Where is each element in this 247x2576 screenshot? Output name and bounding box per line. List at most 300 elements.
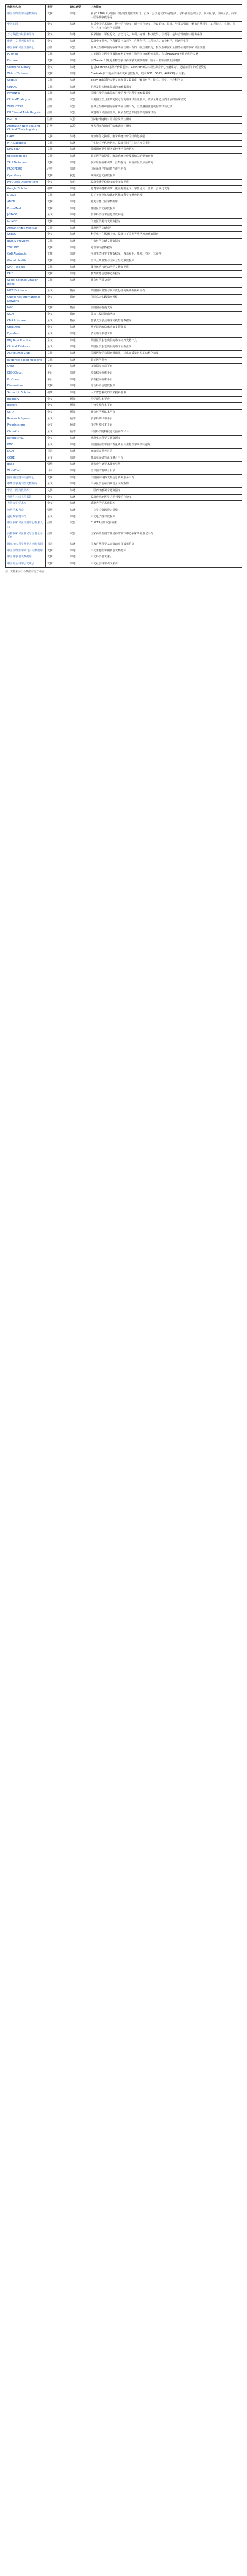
cell-description: 非洲医学文献索引 [89, 225, 242, 232]
cell-description: 补充与替代医学数据库 [89, 199, 242, 206]
cell-type: 全文 [46, 416, 68, 422]
cell-research-type: 综述 [68, 277, 89, 287]
cell-description: 苏格兰校际指南网络 [89, 311, 242, 318]
cell-description: 英国医学杂志出版的临床决策支持工具 [89, 337, 242, 344]
cell-research-type: 综述 [68, 78, 89, 84]
cell-description: 中华医学会系列期刊全文数据库 [89, 481, 242, 488]
cell-research-type: 综述 [68, 548, 89, 554]
cell-type: 文摘 [46, 84, 68, 91]
cell-name: SciELO [6, 232, 46, 239]
cell-name: DOAJ [6, 449, 46, 455]
cell-description: 综合科研信息数据库 [89, 383, 242, 390]
table-row [6, 455, 242, 462]
cell-description: 美国国立指南文库 [89, 305, 242, 312]
cell-type: 目录 [46, 468, 68, 475]
cell-name: TOXLINE [6, 245, 46, 251]
cell-description: 毒理学文献数据库 [89, 245, 242, 251]
cell-type: 文摘 [46, 271, 68, 278]
table-row [6, 357, 242, 364]
cell-research-type: 综述 [68, 147, 89, 154]
table-row [6, 331, 242, 337]
cell-type: 文摘 [46, 218, 68, 225]
table-row [6, 245, 242, 251]
cell-type: 平台 [46, 370, 68, 377]
cell-name: 中国社会科学引文索引 [6, 561, 46, 568]
cell-description: 开放获取期刊目录 [89, 449, 242, 455]
cell-description: 美国心理学会出版的心理学及行为科学文献数据库 [89, 91, 242, 97]
cell-type: 全文 [46, 429, 68, 436]
cell-type: 文摘 [46, 154, 68, 160]
cell-research-type: 综述 [68, 344, 89, 351]
cell-description: 由Elsevier出版的生物医学与药理学文摘数据库，收录大量欧洲及亚洲期刊 [89, 58, 242, 65]
cell-name: Epistemonikos [6, 154, 46, 160]
table-row [6, 45, 242, 52]
cell-type: 注册 [46, 520, 68, 531]
table-row [6, 173, 242, 180]
cell-name: CORE [6, 455, 46, 462]
cell-research-type: 综述 [68, 166, 89, 173]
cell-type: 文摘 [46, 140, 68, 147]
cell-description: 欧洲灰色文献数据库 [89, 173, 242, 180]
cell-research-type: 综述 [68, 389, 89, 396]
header-cell-type: 类型 [46, 5, 68, 11]
cell-type: 文摘 [46, 357, 68, 364]
cell-description: 循证医学数据库，收录系统评价及其纳入的原始研究 [89, 154, 242, 160]
cell-name: 中国生物医学文献数据库 [6, 11, 46, 21]
cell-name: PMC [6, 442, 46, 449]
table-row [6, 78, 242, 84]
cell-research-type: 试验 [68, 110, 89, 117]
cell-name: Dimensions [6, 383, 46, 390]
cell-name: Social Science Citation Index [6, 277, 46, 287]
table-row [6, 110, 242, 117]
cell-type: 平台 [46, 377, 68, 383]
cell-description: 临床证据检索引擎，汇集指南、系统评价及原始研究 [89, 160, 242, 166]
cell-type: 引擎 [46, 186, 68, 193]
cell-description: 美国医师学会期刊俱乐部，提供高质量研究的结构化摘要 [89, 350, 242, 357]
cell-research-type: 预印 [68, 410, 89, 416]
cell-name: 中国临床试验注册中心 [6, 45, 46, 52]
cell-research-type: 综述 [68, 186, 89, 193]
cell-research-type: 综述 [68, 199, 89, 206]
cell-name: DARE [6, 134, 46, 141]
table-row [6, 258, 242, 264]
cell-research-type: 灰色 [68, 179, 89, 186]
table-row [6, 311, 242, 318]
cell-description: 由美国国立卫生研究院运营的临床试验注册库，收录全球范围内开展的临床研究 [89, 97, 242, 104]
cell-name: ERIC [6, 271, 46, 278]
cell-name: 国家科技图书文献中心 [6, 474, 46, 481]
cell-type: 文摘 [46, 91, 68, 97]
cell-research-type: 综述 [68, 232, 89, 239]
cell-description: 全球图书馆联合目录 [89, 468, 242, 475]
cell-name: 中华医学期刊全文数据库 [6, 481, 46, 488]
table-row [6, 561, 242, 568]
cell-description: 收录中文期刊，学科覆盖社会科学、自然科学、工程技术、农业科学、医药卫生等 [89, 39, 242, 45]
table-row [6, 140, 242, 147]
cell-name: 香港大学学术库 [6, 501, 46, 507]
table-row [6, 179, 242, 186]
table-row [6, 212, 242, 219]
cell-research-type: 综述 [68, 331, 89, 337]
table-row [6, 238, 242, 245]
cell-description: 收录期刊、学位论文、会议论文、专利、标准、科技成果、法规等，是综合性的知识服务系统 [89, 32, 242, 39]
cell-name: Web of Science [6, 71, 46, 78]
header-cell-description: 内容简介 [89, 5, 242, 11]
cell-research-type: 指南 [68, 318, 89, 325]
table-row [6, 166, 242, 173]
cell-description: 多学科预印本平台 [89, 416, 242, 422]
table-row [6, 160, 242, 166]
cell-type: 文摘 [46, 264, 68, 271]
cell-type: 全文 [46, 32, 68, 39]
cell-research-type: 综述 [68, 225, 89, 232]
cell-description: 疗效评价文摘库，收录系统评价的结构化摘要 [89, 134, 242, 141]
table-row [6, 531, 242, 541]
cell-description: Clarivate旗下的多学科引文索引数据库，收录SCIE、SSCI、A&HCI等引文索引 [89, 71, 242, 78]
cell-description: 教育资源信息中心数据库 [89, 271, 242, 278]
cell-description: 国际系统评价前瞻性注册平台 [89, 166, 242, 173]
cell-type: 文摘 [46, 245, 68, 251]
cell-description: 包括中国学术期刊、博士学位论文、硕士学位论文、会议论文、报纸、年鉴等资源，覆盖自然科学、工程技术、农业、医学、人文社会科学等领域 [89, 22, 242, 32]
cell-description: 全球公共卫生与国际卫生文献数据库 [89, 258, 242, 264]
cell-research-type: 综述 [68, 258, 89, 264]
cell-type: 注册 [46, 45, 68, 52]
cell-research-type: 综述 [68, 271, 89, 278]
table-row [6, 383, 242, 390]
cell-research-type: 综述 [68, 160, 89, 166]
cell-description: 澳大利亚和新西兰临床试验注册库 [89, 123, 242, 133]
cell-research-type: 综述 [68, 140, 89, 147]
cell-name: Preprints.org [6, 422, 46, 429]
cell-research-type: 综述 [68, 39, 89, 45]
cell-description: 欧洲生命科学文献资源库 [89, 435, 242, 442]
cell-description: 中国科学院科技论文预发布平台 [89, 429, 242, 436]
table-row [6, 39, 242, 45]
cell-research-type: 综述 [68, 501, 89, 507]
table-footnote: 注：资料来源于各数据库官方网站 [5, 570, 44, 573]
cell-type: 全文 [46, 435, 68, 442]
cell-description: 生命科学文献文摘数据库 [89, 238, 242, 245]
table-row [6, 84, 242, 91]
cell-type: 文摘 [46, 193, 68, 199]
cell-research-type: 综述 [68, 370, 89, 377]
cell-name: Google Scholar [6, 186, 46, 193]
cell-type: 引擎 [46, 462, 68, 468]
cell-name: ChinaXiv [6, 429, 46, 436]
cell-description: 中文学术资源搜索引擎 [89, 507, 242, 514]
cell-name: Embase [6, 58, 46, 65]
table-row [6, 468, 242, 475]
cell-description: 科学电子在线图书馆，收录拉丁美洲等地区开放获取期刊 [89, 232, 242, 239]
cell-research-type: 综述 [68, 514, 89, 520]
cell-type: 文摘 [46, 548, 68, 554]
cell-research-type: 综述 [68, 251, 89, 258]
cell-research-type: 综述 [68, 468, 89, 475]
cell-type: 全文 [46, 403, 68, 410]
table-row [6, 488, 242, 495]
cell-description: 体育运动与运动医学文献数据库 [89, 264, 242, 271]
cell-research-type: 综述 [68, 71, 89, 78]
cell-type: 全文 [46, 232, 68, 239]
cell-type: 引擎 [46, 507, 68, 514]
table-row [6, 104, 242, 110]
cell-name: PsycINFO [6, 91, 46, 97]
table-row [6, 294, 242, 304]
table-row [6, 344, 242, 351]
cell-description: 卫生技术评估数据库，收录国际卫生技术评估报告 [89, 140, 242, 147]
table-row [6, 123, 242, 133]
cell-description: 医学预印本平台 [89, 396, 242, 403]
cell-name: OVID [6, 364, 46, 370]
table-row [6, 154, 242, 160]
cell-description: 多数据库检索平台 [89, 370, 242, 377]
table-row [6, 271, 242, 278]
cell-description: 多数据库检索平台 [89, 364, 242, 370]
cell-type: 文摘 [46, 160, 68, 166]
cell-research-type: 综述 [68, 449, 89, 455]
cell-description: 社会科学预印本平台 [89, 410, 242, 416]
cell-type: 目录 [46, 541, 68, 548]
table-row [6, 318, 242, 325]
cell-type: 全文 [46, 212, 68, 219]
cell-description: 应用生命科学文摘数据库，覆盖农业、环境、兽医、营养等 [89, 251, 242, 258]
cell-research-type: 综述 [68, 364, 89, 370]
cell-type: 文摘 [46, 225, 68, 232]
cell-name: NICE Evidence [6, 288, 46, 295]
table-row [6, 325, 242, 331]
cell-name: Guidelines International Network [6, 294, 46, 304]
table-row [6, 117, 242, 124]
cell-research-type: 综述 [68, 488, 89, 495]
cell-research-type: 灰色 [68, 173, 89, 180]
table-header [6, 5, 242, 11]
cell-type: 全文 [46, 311, 68, 318]
cell-description: 英国医学杂志出版的临床证据汇编 [89, 344, 242, 351]
cell-name: EU Clinical Trials Register [6, 110, 46, 117]
cell-description: 收录1978年以来国内出版的生物医学期刊、汇编、会议论文的文献题录，学科覆盖基础医学、临床医学、预防医学、药学、中医学及中药学等 [89, 11, 242, 21]
table-row [6, 377, 242, 383]
cell-description: 免费学术搜索引擎，覆盖期刊论文、学位论文、图书、会议论文等 [89, 186, 242, 193]
cell-type: 全文 [46, 288, 68, 295]
cell-research-type: 预印 [68, 422, 89, 429]
cell-name: TRIP Database [6, 160, 46, 166]
cell-description: ChiCTR注册试验检索 [89, 520, 242, 531]
cell-research-type: 综述 [68, 435, 89, 442]
cell-description: 国际临床实践指南网络 [89, 294, 242, 304]
cell-research-type: 综述 [68, 218, 89, 225]
cell-research-type: 综述 [68, 264, 89, 271]
cell-name: CINAHL [6, 84, 46, 91]
cell-research-type: 综述 [68, 455, 89, 462]
cell-type: 全文 [46, 514, 68, 520]
cell-description: 社会科学引文索引 [89, 277, 242, 287]
cell-description: 欧盟临床试验注册库，收录在欧盟开展的药物临床试验 [89, 110, 242, 117]
table-row [6, 462, 242, 468]
cell-description: 中文社会科学引文索引 [89, 561, 242, 568]
cell-type: 文摘 [46, 52, 68, 58]
table-row [6, 251, 242, 258]
cell-type: 全文 [46, 442, 68, 449]
cell-name: ACP Journal Club [6, 350, 46, 357]
cell-research-type: 指南 [68, 305, 89, 312]
cell-name: SIGN [6, 311, 46, 318]
cell-research-type: 试验 [68, 117, 89, 124]
table-row [6, 337, 242, 344]
cell-name: UpToDate [6, 325, 46, 331]
cell-research-type: 综述 [68, 193, 89, 199]
table-row [6, 52, 242, 58]
cell-type: 文摘 [46, 78, 68, 84]
cell-type: 文摘 [46, 11, 68, 21]
cell-name: NHS EED [6, 147, 46, 154]
cell-description: 拉丁美洲及加勒比地区健康科学文献数据库 [89, 193, 242, 199]
table-row [6, 64, 242, 71]
cell-description: 由美国国立医学图书馆开发的免费生物医学文献检索系统，包括MEDLINE等数据库的文献 [89, 52, 242, 58]
cell-name: LILACS [6, 193, 46, 199]
cell-research-type: 综述 [68, 481, 89, 488]
table-row [6, 514, 242, 520]
database-table [5, 4, 242, 568]
table-row [6, 147, 242, 154]
cell-research-type: 综述 [68, 350, 89, 357]
cell-name: BMJ Best Practice [6, 337, 46, 344]
cell-name: CMA Infobase [6, 318, 46, 325]
cell-type: 全文 [46, 318, 68, 325]
table-row [6, 232, 242, 239]
cell-research-type: 综述 [68, 377, 89, 383]
cell-type: 全文 [46, 481, 68, 488]
cell-research-type: 综述 [68, 561, 89, 568]
cell-research-type: 综述 [68, 64, 89, 71]
cell-research-type: 综述 [68, 474, 89, 481]
table-row [6, 97, 242, 104]
cell-type: 全文 [46, 331, 68, 337]
cell-type: 文摘 [46, 305, 68, 312]
cell-name: 中国科学引文数据库 [6, 554, 46, 561]
table-row [6, 501, 242, 507]
cell-name: Europe PMC [6, 435, 46, 442]
cell-name: CAB Abstracts [6, 251, 46, 258]
table-row [6, 442, 242, 449]
cell-research-type: 综述 [68, 32, 89, 39]
cell-name: 台湾华艺线上图书馆 [6, 494, 46, 501]
cell-type: 文摘 [46, 147, 68, 154]
cell-description: 韩国医学文献数据库 [89, 206, 242, 212]
cell-name: SSRN [6, 410, 46, 416]
table-row [6, 554, 242, 561]
cell-description: 国家自然科学基金资助项目成果信息 [89, 541, 242, 548]
cell-name: 中国临床试验注册中心检索入口 [6, 520, 46, 531]
cell-name: ProQuest [6, 377, 46, 383]
table-row [6, 410, 242, 416]
cell-name: ProQuest Dissertations [6, 179, 46, 186]
cell-type: 文摘 [46, 277, 68, 287]
cell-name: 中国知网 [6, 22, 46, 32]
cell-type: 注册 [46, 97, 68, 104]
cell-research-type: 综述 [68, 541, 89, 548]
cell-research-type: 试验 [68, 104, 89, 110]
cell-type: 文摘 [46, 258, 68, 264]
cell-type: 全文 [46, 494, 68, 501]
cell-research-type: 综述 [68, 462, 89, 468]
cell-type: 全文 [46, 396, 68, 403]
cell-research-type: 综述 [68, 245, 89, 251]
table-row [6, 422, 242, 429]
cell-research-type: 综述 [68, 238, 89, 245]
cell-research-type: 预印 [68, 403, 89, 410]
cell-type: 注册 [46, 110, 68, 117]
cell-research-type: 预印 [68, 416, 89, 422]
cell-description: 世界卫生组织国际临床试验注册平台的一级注册机构，接受在中国和全世界实施的临床试验注册 [89, 45, 242, 52]
table-row [6, 305, 242, 312]
table-row [6, 481, 242, 488]
cell-type: 全文 [46, 325, 68, 331]
table-row [6, 548, 242, 554]
cell-description: 开放获取研究论文聚合平台 [89, 455, 242, 462]
cell-name: African Index Medicus [6, 225, 46, 232]
cell-description: 多学科预印本平台 [89, 422, 242, 429]
cell-research-type: 综述 [68, 442, 89, 449]
cell-type: 全文 [46, 64, 68, 71]
cell-name: WorldCat [6, 468, 46, 475]
cell-description: 中医药文献及专题数据库 [89, 488, 242, 495]
cell-description: 中国国家科技文献信息资源服务平台 [89, 474, 242, 481]
cell-research-type: 综述 [68, 357, 89, 364]
table-row [6, 364, 242, 370]
table-row [6, 186, 242, 193]
cell-type: 全文 [46, 179, 68, 186]
cell-type: 文摘 [46, 199, 68, 206]
cell-type: 文摘 [46, 58, 68, 65]
cell-type: 全文 [46, 294, 68, 304]
cell-name: 药物临床试验登记与信息公示平台 [6, 531, 46, 541]
cell-research-type: 综述 [68, 134, 89, 141]
cell-description: 循证医学期刊 [89, 357, 242, 364]
cell-type: 引擎 [46, 389, 68, 396]
cell-research-type: 综述 [68, 11, 89, 21]
table-row [6, 416, 242, 422]
cell-description: 加拿大医学会临床实践指南数据库 [89, 318, 242, 325]
cell-description: 多数据库检索平台 [89, 377, 242, 383]
cell-research-type: 试验 [68, 97, 89, 104]
cell-research-type: 综述 [68, 554, 89, 561]
cell-research-type: 综述 [68, 494, 89, 501]
cell-name: Cochrane Library [6, 64, 46, 71]
cell-description: 英国国家卫生服务部经济评价数据库 [89, 147, 242, 154]
cell-type: 注册 [46, 104, 68, 110]
cell-description: 基于证据的临床决策支持资源 [89, 325, 242, 331]
header-cell-name: 数据库名称 [6, 5, 46, 11]
table-row [6, 288, 242, 295]
table-row [6, 520, 242, 531]
cell-type: 文摘 [46, 488, 68, 495]
cell-research-type: 综述 [68, 507, 89, 514]
cell-type: 文摘 [46, 71, 68, 78]
cell-name: KoreaMed [6, 206, 46, 212]
cell-name: J-STAGE [6, 212, 46, 219]
cell-research-type: 综述 [68, 337, 89, 344]
table-row [6, 199, 242, 206]
cell-type: 文摘 [46, 554, 68, 561]
cell-type: 文摘 [46, 350, 68, 357]
cell-type: 文摘 [46, 134, 68, 141]
cell-name: OpenGrey [6, 173, 46, 180]
table-row [6, 11, 242, 21]
cell-description: 国家药品监督管理局药品审评中心临床试验登记平台 [89, 531, 242, 541]
table-row [6, 494, 242, 501]
cell-research-type: 综述 [68, 212, 89, 219]
